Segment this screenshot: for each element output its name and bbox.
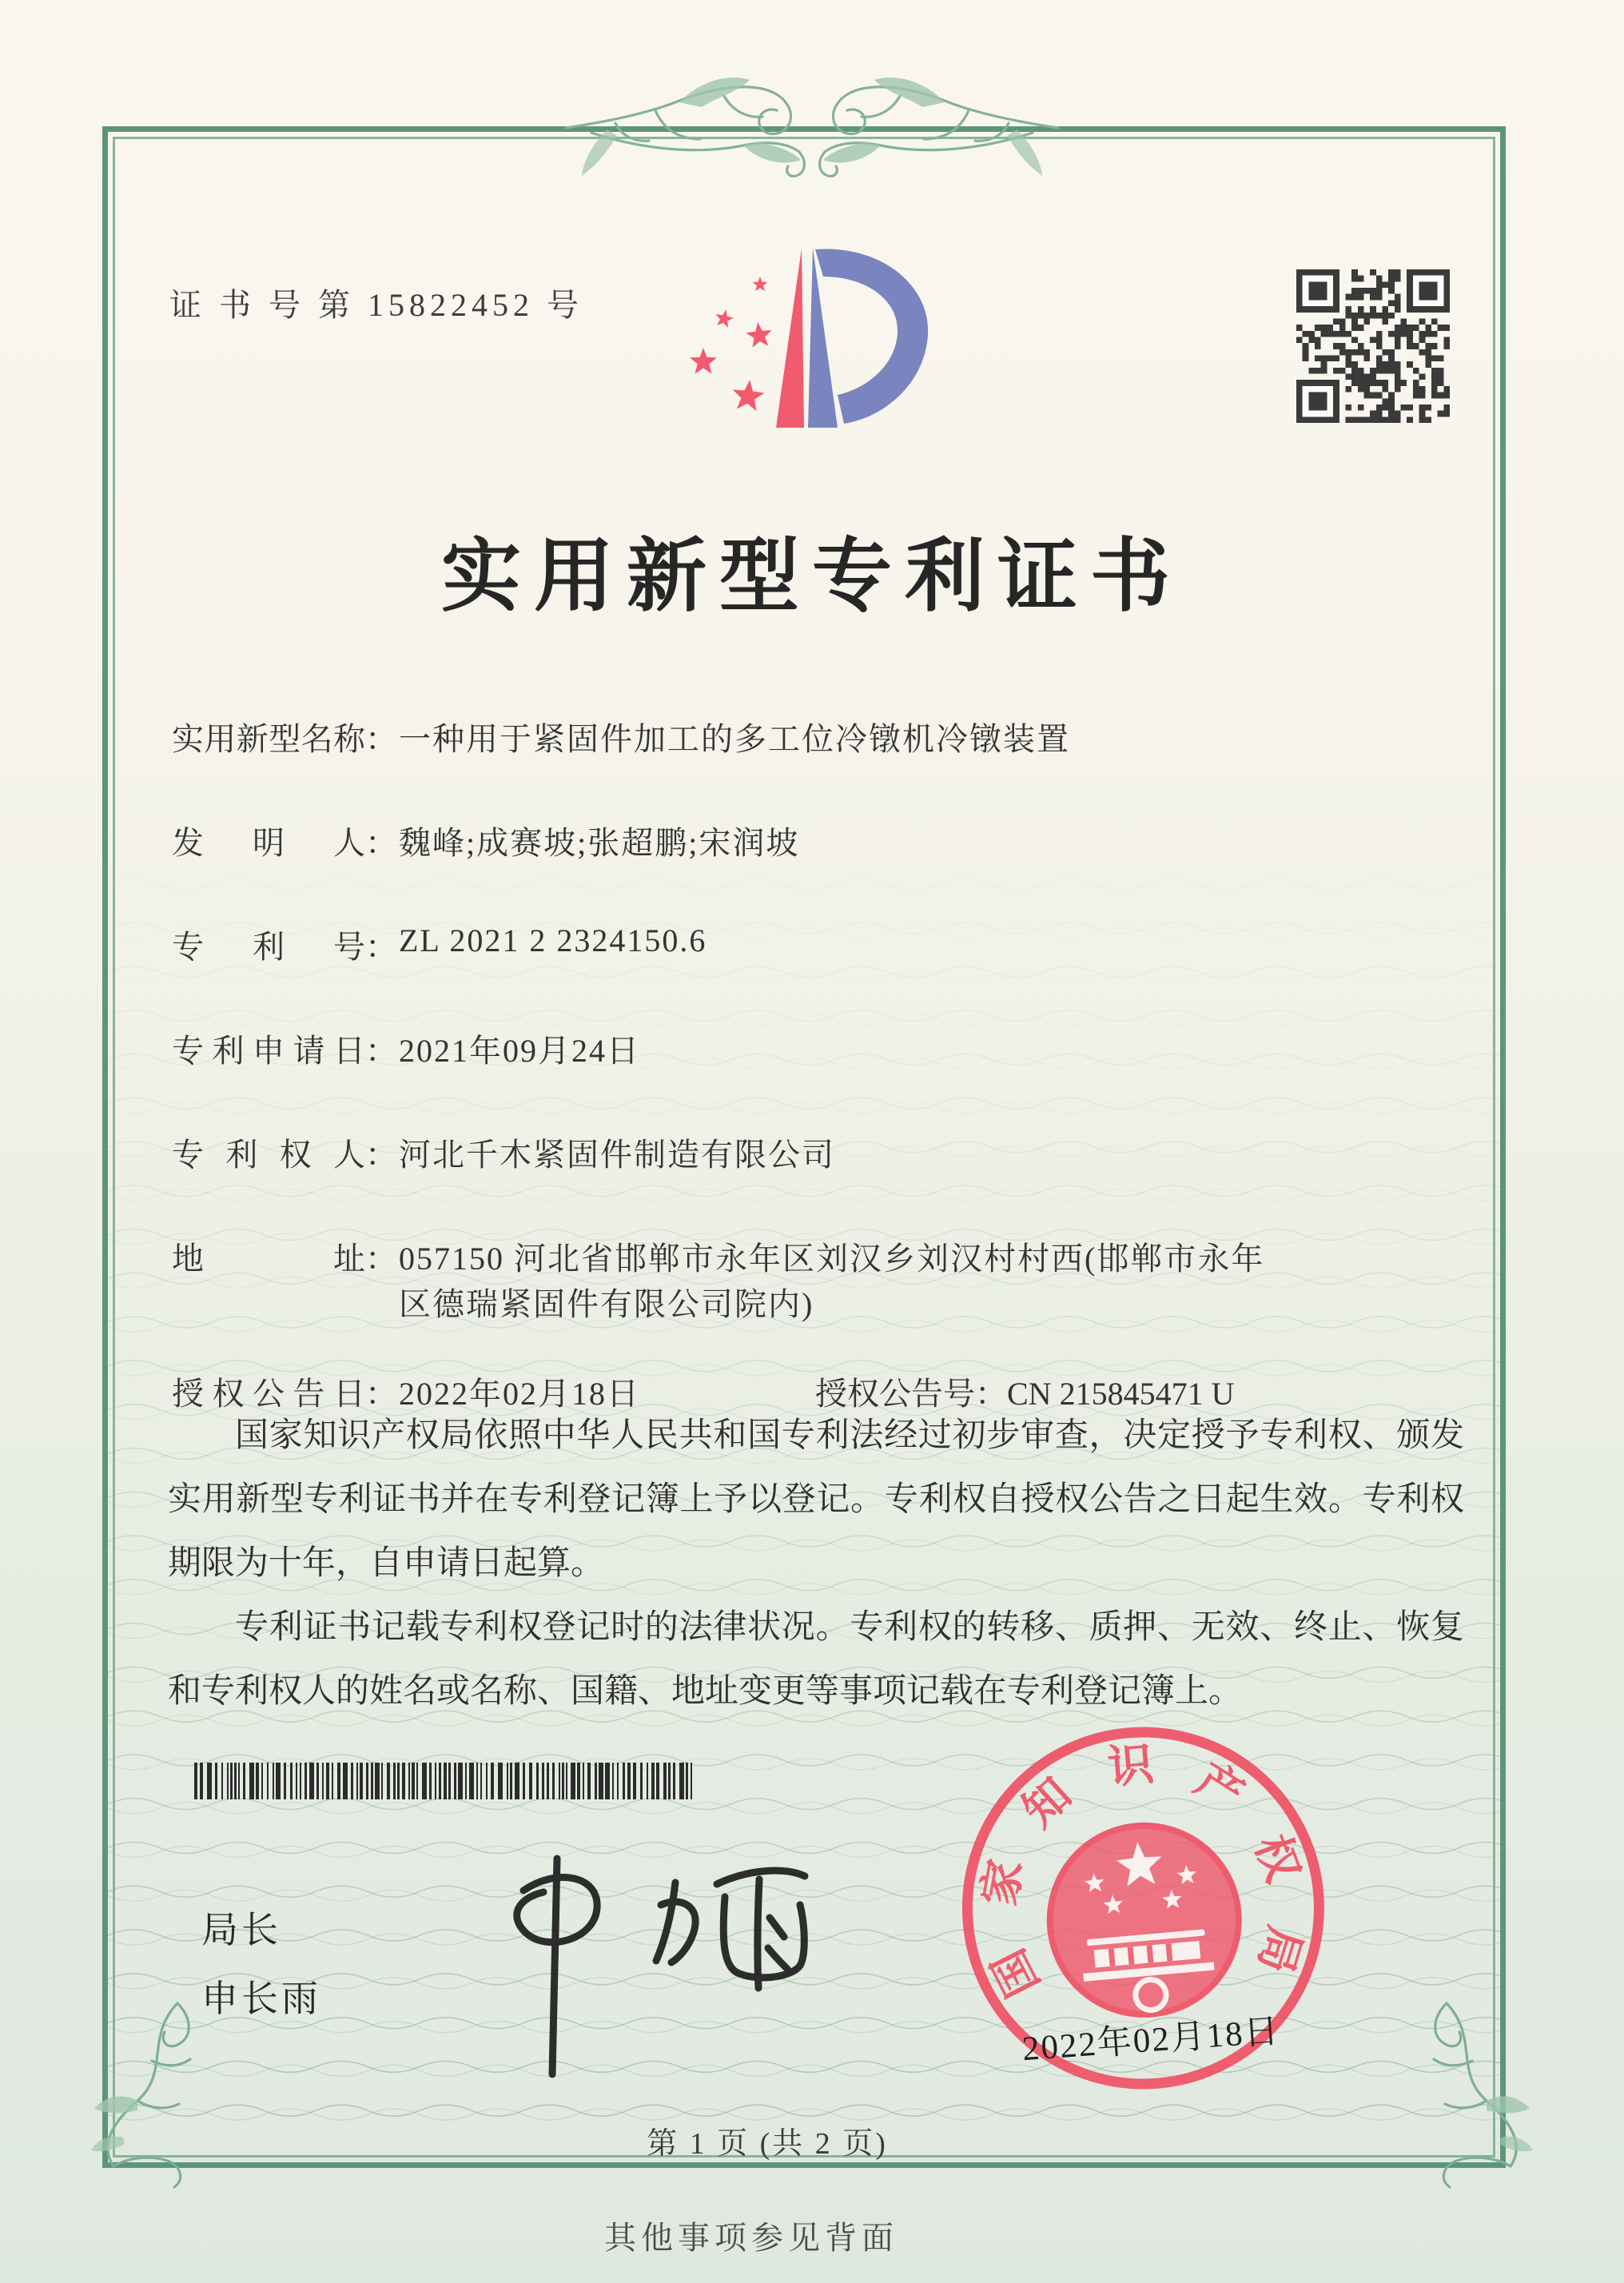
field-colon: ： [365,1376,397,1412]
qr-code [1296,269,1450,423]
field-colon: ： [365,1241,397,1277]
grant-number-value: CN 215845471 U [1007,1376,1235,1412]
page-number: 第 1 页 (共 2 页) [647,2127,888,2161]
field-invention-name [172,714,1475,759]
national-emblem-icon [1042,1818,1247,2022]
field-colon: ： [365,825,397,861]
field-label: 发明人 [172,825,365,861]
svg-text:识: 识 [1105,1739,1156,1794]
signer-name: 申长雨 [201,1978,321,2019]
legal-paragraph-1: 国家知识产权局依照中华人民共和国专利法经过初步审查，决定授予专利权、颁发实用新型专利证书并在专利登记簿上予以登记。专利权自授权公告之日起生效。专利权期限为十年，自申请日起算。 [168,1417,1464,1582]
field-value: 魏峰;成赛坡;张超鹏;宋润坡 [399,825,800,861]
field-colon: ： [365,929,397,965]
back-side-note: 其他事项参见背面 [604,2220,898,2256]
field-label: 专利申请日 [172,1033,365,1069]
svg-text:权: 权 [1244,1828,1308,1889]
field-colon: ： [365,1137,397,1173]
svg-text:产: 产 [1186,1754,1252,1822]
corner-flourish-right-icon [1395,1997,1566,2193]
legal-paragraph-2: 专利证书记载专利权登记时的法律状况。专利权的转移、质押、无效、终止、恢复和专利权人的姓名或名称、国籍、地址变更等事项记载在专利登记簿上。 [168,1609,1464,1710]
field-inventors [172,818,1475,863]
field-label: 授权公告日 [172,1376,365,1412]
field-colon: ： [365,721,397,757]
corner-flourish-left-icon [58,1997,229,2193]
field-colon: ： [975,1376,1007,1412]
grant-number-label: 授权公告号 [815,1376,975,1412]
signer-title: 局长 [201,1910,281,1950]
svg-text:知: 知 [1013,1768,1081,1837]
field-label: 实用新型名称 [172,721,365,757]
certificate-number: 证 书 号 第 15822452 号 [169,287,583,323]
svg-text:国: 国 [983,1941,1049,2005]
grant-date-value: 2022年02月18日 [399,1376,640,1412]
field-label: 专利权人 [172,1137,365,1173]
field-value: 一种用于紧固件加工的多工位冷镦机冷镦装置 [399,721,1070,757]
director-signature-icon [436,1835,835,2090]
field-patent-number [172,922,1475,967]
certificate-title: 实用新型专利证书 [441,532,1183,621]
seal-date: 2022年02月18日 [1021,2012,1282,2069]
field-value: 河北千木紧固件制造有限公司 [399,1137,835,1173]
field-value: 2021年09月24日 [399,1033,640,1069]
field-patentee [172,1130,1475,1175]
cnipa-patent-logo-icon [687,237,937,438]
field-address [172,1233,1475,1325]
field-colon: ： [365,1033,397,1069]
field-label: 地址 [172,1241,365,1277]
field-value: 057150 河北省邯郸市永年区刘汉乡刘汉村村西(邯郸市永年区德瑞紧固件有限公司院内) [399,1241,1265,1322]
field-value: ZL 2021 2 2324150.6 [399,922,707,958]
svg-text:家: 家 [974,1855,1033,1910]
field-filing-date [172,1026,1475,1071]
top-border-ornament-icon [559,66,1065,219]
field-label: 专利号 [172,929,365,965]
barcode [194,1763,696,1799]
svg-text:局: 局 [1248,1920,1311,1979]
